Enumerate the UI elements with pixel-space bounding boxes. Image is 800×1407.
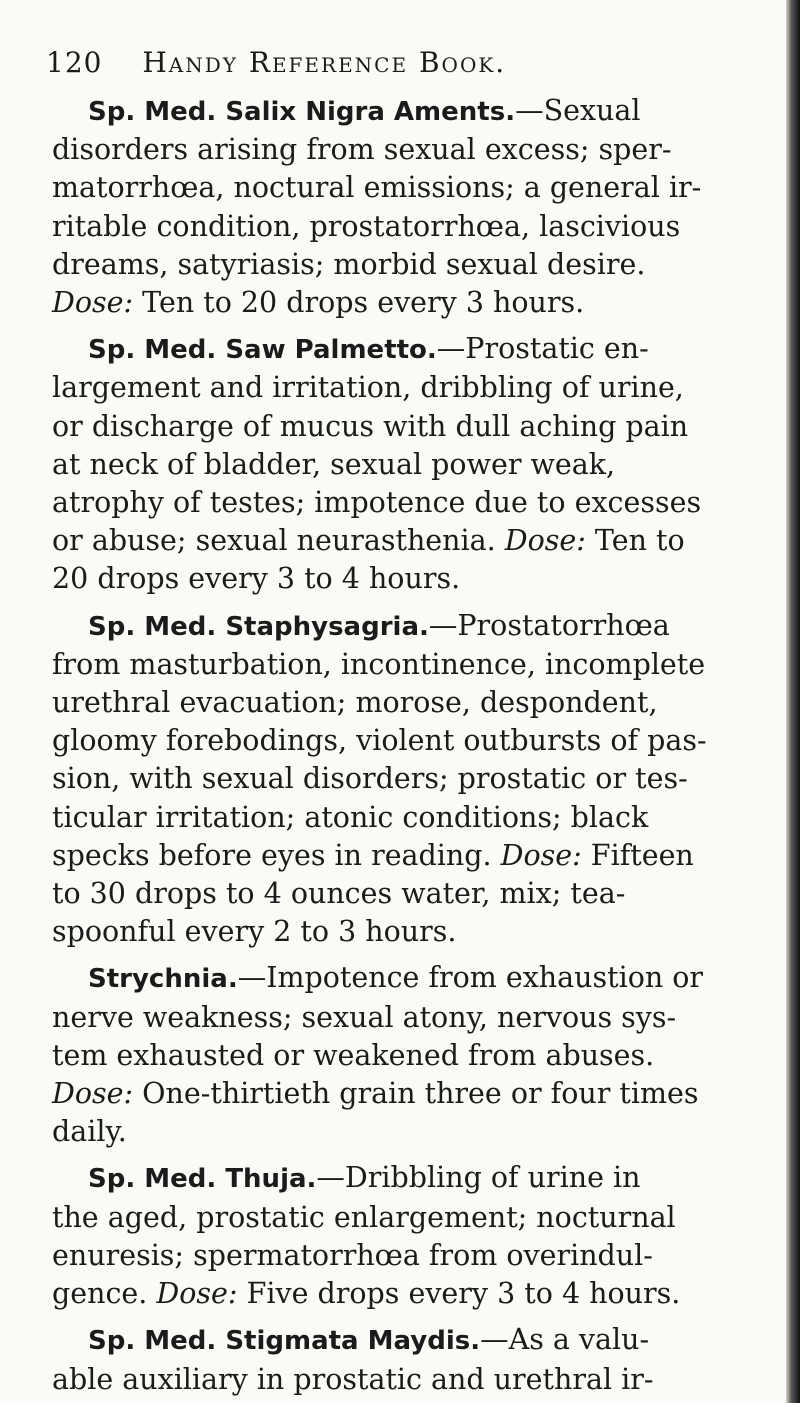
entry-line: ticular irritation; atonic conditions; black	[52, 800, 649, 834]
entry-line: able auxiliary in prostatic and urethral ir-	[52, 1362, 654, 1396]
dose-label: Dose:	[52, 1077, 134, 1111]
entry-text: gence.	[52, 1277, 148, 1311]
entry-text: —Impotence from exhaustion or	[237, 961, 704, 995]
entry-salix-nigra	[52, 92, 712, 322]
running-title: Handy Reference Book.	[142, 46, 507, 79]
dose-text: Fifteen	[581, 838, 694, 872]
entry-line: or discharge of mucus with dull aching pain	[52, 409, 689, 443]
entry-text: —Prostatorrhœa	[428, 608, 670, 642]
entry-heading: Sp. Med. Salix Nigra Aments.	[88, 97, 516, 127]
entry-line: spoonful every 2 to 3 hours.	[52, 915, 457, 949]
entry-heading: Strychnia.	[88, 964, 238, 995]
dose-line	[52, 284, 712, 322]
dose-line	[52, 522, 712, 560]
entry-line: from masturbation, incontinence, incomplete	[52, 647, 706, 681]
entry-line: gloomy forebodings, violent outbursts of pas-	[52, 724, 707, 758]
page-number: 120	[46, 46, 103, 79]
entry-heading: Sp. Med. Saw Palmetto.	[88, 335, 437, 366]
entry-line: daily.	[52, 1115, 127, 1149]
entry-stigmata-maydis	[52, 1321, 712, 1398]
entry-line: the aged, prostatic enlargement; nocturnal	[52, 1200, 676, 1234]
dose-text: Five drops every 3 to 4 hours.	[237, 1277, 681, 1311]
entry-line: tem exhausted or weakened from abuses.	[52, 1038, 655, 1072]
entry-text: specks before eyes in reading.	[52, 838, 492, 872]
entry-line: at neck of bladder, sexual power weak,	[52, 447, 616, 481]
entry-text: —Prostatic en-	[436, 332, 649, 366]
dose-line	[52, 1075, 712, 1113]
entry-heading: Sp. Med. Staphysagria.	[88, 611, 429, 642]
dose-text: Ten to 20 drops every 3 hours.	[133, 286, 585, 320]
entry-line: enuresis; spermatorrhœa from overindul-	[52, 1238, 653, 1272]
entry-text: —Sexual	[515, 94, 641, 127]
entry-line: nerve weakness; sexual atony, nervous sys-	[52, 1000, 677, 1034]
entry-line: to 30 drops to 4 ounces water, mix; tea-	[52, 877, 626, 911]
entry-strychnia	[52, 959, 712, 1151]
entry-heading: Sp. Med. Thuja.	[88, 1164, 317, 1195]
entry-line: disorders arising from sexual excess; sper-	[52, 133, 672, 167]
entry-first-line	[52, 607, 712, 646]
entry-first-line	[52, 92, 712, 131]
entry-first-line	[52, 1321, 712, 1360]
entry-first-line	[52, 330, 712, 369]
entry-line: 20 drops every 3 to 4 hours.	[52, 562, 461, 596]
entry-line: atrophy of testes; impotence due to excesses	[52, 486, 702, 520]
entry-first-line	[52, 1159, 712, 1198]
dose-label: Dose:	[156, 1277, 238, 1311]
dose-label: Dose:	[500, 838, 582, 872]
dose-label: Dose:	[52, 286, 134, 320]
entry-line: urethral evacuation; morose, despondent,	[52, 686, 658, 720]
entry-line: dreams, satyriasis; morbid sexual desire.	[52, 247, 646, 281]
entry-saw-palmetto	[52, 330, 712, 598]
dose-text: One-thirtieth grain three or four times	[133, 1077, 699, 1111]
dose-line	[52, 837, 712, 875]
entry-text: —Dribbling of urine in	[316, 1161, 641, 1195]
entry-line: ritable condition, prostatorrhœa, lascivious	[52, 209, 681, 243]
entry-line: matorrhœa, noctural emissions; a general ir-	[52, 171, 702, 205]
entry-line: largement and irritation, dribbling of urine,	[52, 371, 684, 405]
entry-first-line	[52, 959, 712, 998]
body-text	[52, 92, 712, 1407]
entry-text: or abuse; sexual neurasthenia.	[52, 524, 496, 558]
dose-label: Dose:	[504, 524, 586, 558]
entry-line: sion, with sexual disorders; prostatic or tes-	[52, 762, 688, 796]
dose-text: Ten to	[585, 524, 685, 558]
page-edge-shadow	[786, 0, 800, 1403]
entry-thuja	[52, 1159, 712, 1313]
running-header	[46, 46, 606, 79]
dose-line	[52, 1275, 712, 1313]
entry-staphysagria	[52, 607, 712, 952]
entry-heading: Sp. Med. Stigmata Maydis.	[88, 1326, 481, 1357]
entry-text: —As a valu-	[480, 1323, 650, 1357]
